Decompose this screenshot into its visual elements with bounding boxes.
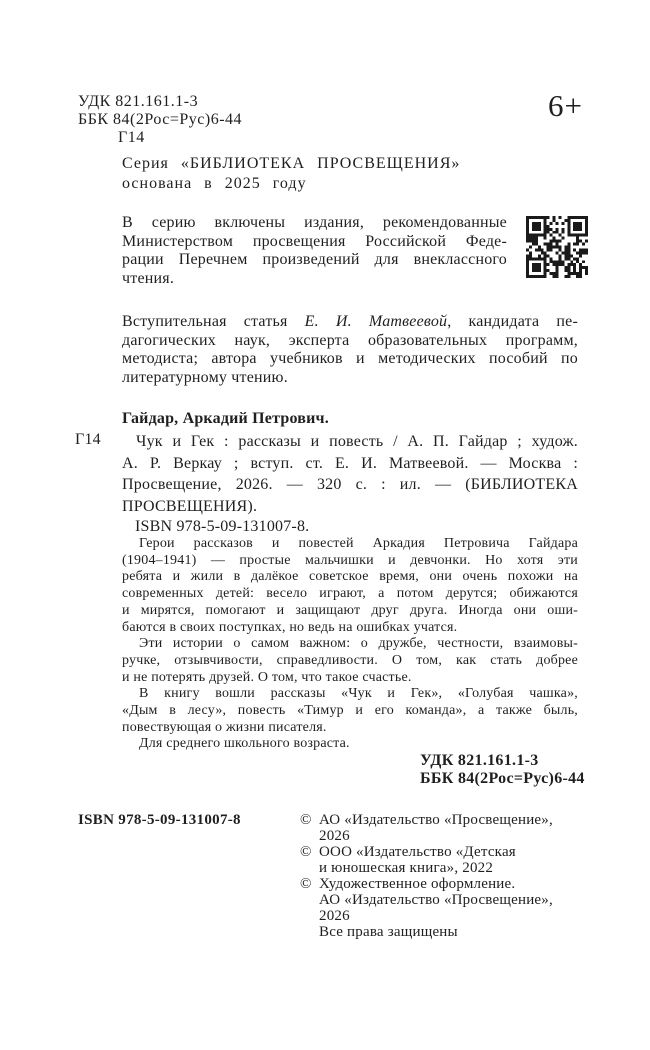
text-line: основана в 2025 году bbox=[122, 175, 307, 192]
copyright-entry bbox=[300, 844, 595, 876]
copyright-entry bbox=[300, 876, 595, 924]
text-line: 2026 bbox=[319, 828, 350, 844]
text-line: Министерством просвещения Российской Феде- bbox=[122, 232, 507, 250]
text-line: Для среднего школьного возраста. bbox=[139, 736, 350, 752]
series-note bbox=[122, 154, 460, 194]
text-line: «Дым в лесу», повесть «Тимур и его команда», а также быль, bbox=[122, 703, 578, 719]
text-line: В серию включены издания, рекомендованные bbox=[122, 214, 507, 231]
text-line: А. Р. Веркау ; вступ. ст. Е. И. Матвеевой. — Москва : bbox=[122, 454, 578, 472]
text-line: Чук и Гек : рассказы и повесть / А. П. Гайдар ; худож. bbox=[136, 433, 578, 450]
text-line: (1904–1941) — простые мальчишки и девчонки. Но хотя эти bbox=[122, 552, 578, 568]
text-line: повествующая о жизни писателя. bbox=[122, 719, 327, 735]
text-line: АО «Издательство «Просвещение», bbox=[319, 812, 553, 828]
top-codes-block bbox=[78, 93, 242, 147]
text-line: Эти истории о самом важном: о дружбе, честности, взаимовы- bbox=[139, 636, 578, 652]
annotation-paragraph bbox=[122, 536, 578, 636]
copyright-text bbox=[319, 844, 595, 876]
text-line: АО «Издательство «Просвещение», bbox=[319, 892, 553, 908]
copyright-symbol: © bbox=[300, 812, 312, 828]
isbn-footer: ISBN 978-5-09-131007-8 bbox=[78, 812, 241, 828]
text-line: ООО «Издательство «Детская bbox=[319, 844, 516, 860]
recommendation-paragraph bbox=[122, 214, 507, 289]
text-line: ребята и жили в далёкое советское время, они очень похожи на bbox=[122, 569, 578, 585]
text-line: и не потерять друзей. О том, что такое счастье. bbox=[122, 669, 412, 685]
text-line: Художественное оформление. bbox=[319, 876, 516, 892]
text-line: ручке, отзывчивости, справедливости. О том, как стать добрее bbox=[122, 652, 578, 668]
text-line: Серия «БИБЛИОТЕКА ПРОСВЕЩЕНИЯ» bbox=[122, 155, 461, 172]
bbk-code: ББК 84(2Рос=Рус)6-44 bbox=[78, 111, 243, 128]
rights-reserved: Все права защищены bbox=[319, 924, 458, 940]
text-line: В книгу вошли рассказы «Чук и Гек», «Голубая чашка», bbox=[139, 686, 578, 702]
annotation-paragraph bbox=[122, 686, 578, 736]
text-line: современных детей: весело играют, а потом дерутся; обижаются bbox=[122, 586, 578, 602]
udk-code: УДК 821.161.1-3 bbox=[78, 93, 199, 110]
copyright-text bbox=[319, 812, 595, 844]
text-line: дагогических наук, эксперта образовательных программ, bbox=[122, 331, 578, 349]
text-line: и юношеская книга», 2022 bbox=[319, 860, 494, 876]
catalog-entry bbox=[122, 431, 578, 517]
qr-code-image bbox=[526, 216, 588, 278]
copyright-symbol-empty bbox=[300, 924, 319, 940]
isbn-note: ISBN 978-5-09-131007-8. bbox=[135, 518, 310, 535]
text-line: и мирятся, помогают и защищают друг друга. Иногда они оши- bbox=[122, 602, 578, 618]
udk-code-bottom: УДК 821.161.1-3 bbox=[420, 752, 539, 769]
rights-reserved-row bbox=[300, 924, 595, 940]
text-line: баются в своих поступках, но ведь на ошибках учатся. bbox=[122, 619, 458, 635]
author-heading: Гайдар, Аркадий Петрович. bbox=[122, 410, 329, 427]
text-line: Вступительная статья Е. И. Матвеевой, кандидата пе- bbox=[122, 313, 578, 330]
annotation-paragraph bbox=[122, 636, 578, 686]
text-line: Просвещение, 2026. — 320 с. : ил. — (БИБЛИОТЕКА bbox=[122, 476, 578, 493]
text-line: 2026 bbox=[319, 908, 350, 924]
author-sign: Г14 bbox=[118, 129, 145, 146]
text-line: чтения. bbox=[122, 270, 175, 288]
copyright-text bbox=[319, 876, 595, 924]
intro-paragraph bbox=[122, 313, 578, 388]
text-line: рации Перечнем произведений для внеклассного bbox=[122, 251, 507, 269]
copyright-block bbox=[300, 812, 595, 940]
text-line: методиста; автора учебников и методических пособий по bbox=[122, 350, 578, 368]
copyright-entry bbox=[300, 812, 595, 844]
text-line: ПРОСВЕЩЕНИЯ). bbox=[122, 497, 258, 515]
annotation-block bbox=[122, 536, 578, 753]
text-line: Герои рассказов и повестей Аркадия Петровича Гайдара bbox=[139, 536, 578, 551]
age-rating-badge: 6+ bbox=[548, 88, 583, 123]
bottom-codes-block bbox=[420, 752, 585, 787]
bbk-code-bottom: ББК 84(2Рос=Рус)6-44 bbox=[420, 769, 585, 787]
catalog-card-code: Г14 bbox=[75, 431, 101, 448]
annotation-paragraph bbox=[122, 736, 578, 753]
text-line: литературному чтению. bbox=[122, 369, 288, 387]
copyright-symbol: © bbox=[300, 844, 312, 860]
copyright-symbol: © bbox=[300, 876, 312, 892]
